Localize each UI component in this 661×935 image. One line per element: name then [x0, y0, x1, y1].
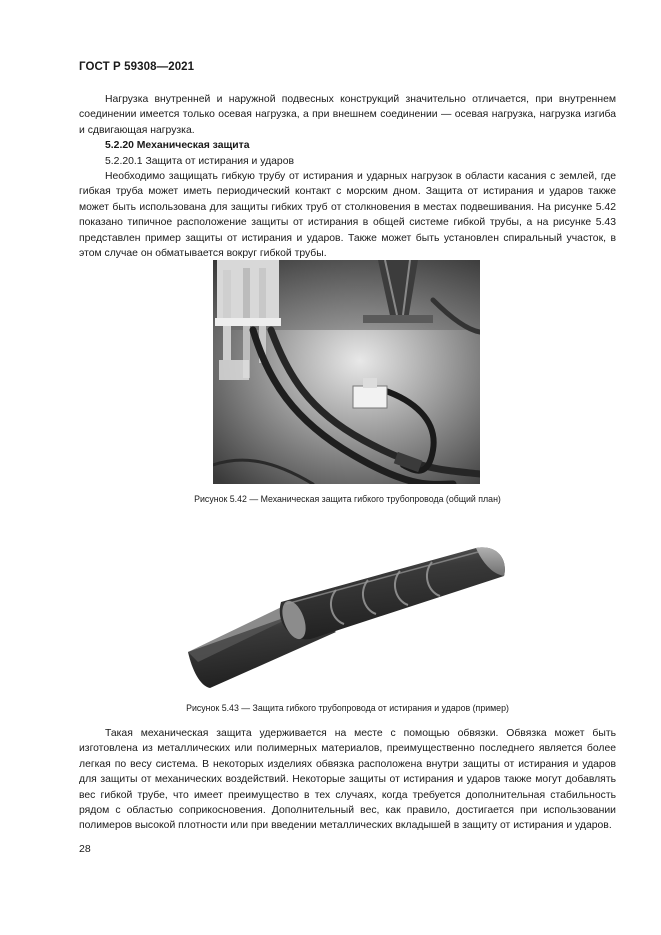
figure-5-42-image: [213, 260, 480, 484]
paragraph-strapping: Такая механическая защита удерживается на месте с помощью обвязки. Обвязка может быть изготовлена из металлических или полимерных материалов, преимущественно последнего является более легкая по весу система. В некоторых изделиях обвязка расположена внутри защиты от истирания и ударов для защиты от механических воздействий. Некоторые защиты от истирания и ударов также могут добавлять вес гибкой трубе, что имеет преимущество в тех случаях, когда требуется дополнительная стабильность рядом с областью соприкосновения. Дополнительный вес, как правило, достигается при использовании полимеров высокой плотности или при введении металлических вкладышей в защиту от истирания и ударов.: [79, 728, 616, 832]
body-text-top: [79, 92, 616, 261]
page-number: 28: [79, 843, 91, 855]
subsection-heading: 5.2.20.1 Защита от истирания и ударов: [105, 155, 294, 167]
figure-5-42-caption: Рисунок 5.42 — Механическая защита гибкого трубопровода (общий план): [194, 494, 501, 504]
figure-5-43-caption: Рисунок 5.43 — Защита гибкого трубопровода от истирания и ударов (пример): [186, 703, 509, 713]
document-header: ГОСТ Р 59308—2021: [79, 61, 195, 73]
body-text-bottom: [79, 726, 616, 834]
subsea-module: [353, 386, 387, 408]
protection-shell-body: [280, 547, 505, 639]
module-top: [363, 378, 377, 388]
intro-paragraph: Нагрузка внутренней и наружной подвесных конструкций значительно отличается, при внутреннем соединении имеется только осевая нагрузка, а при внешнем соединении — осевая нагрузка, нагрузка изгиба и сдвигающая нагрузка.: [79, 94, 616, 136]
figure-5-43-image: [186, 540, 508, 690]
section-heading: 5.2.20 Механическая защита: [105, 140, 250, 152]
paragraph-abrasion: Необходимо защищать гибкую трубу от истирания и ударных нагрузок в области касания с землей, где гибкая труба может иметь периодический контакт с морским дном. Защита от истирания и ударов также может быть использована для защиты гибких труб от столкновения в местах подвешивания. На рисунке 5.42 показано типичное расположение защиты от истирания в общей системе гибкой трубы, а на рисунке 5.43 представлен пример защиты от истирания и ударов. Также может быть установлен спиральный участок, в этом случае он обматывается вокруг гибкой трубы.: [79, 171, 616, 260]
